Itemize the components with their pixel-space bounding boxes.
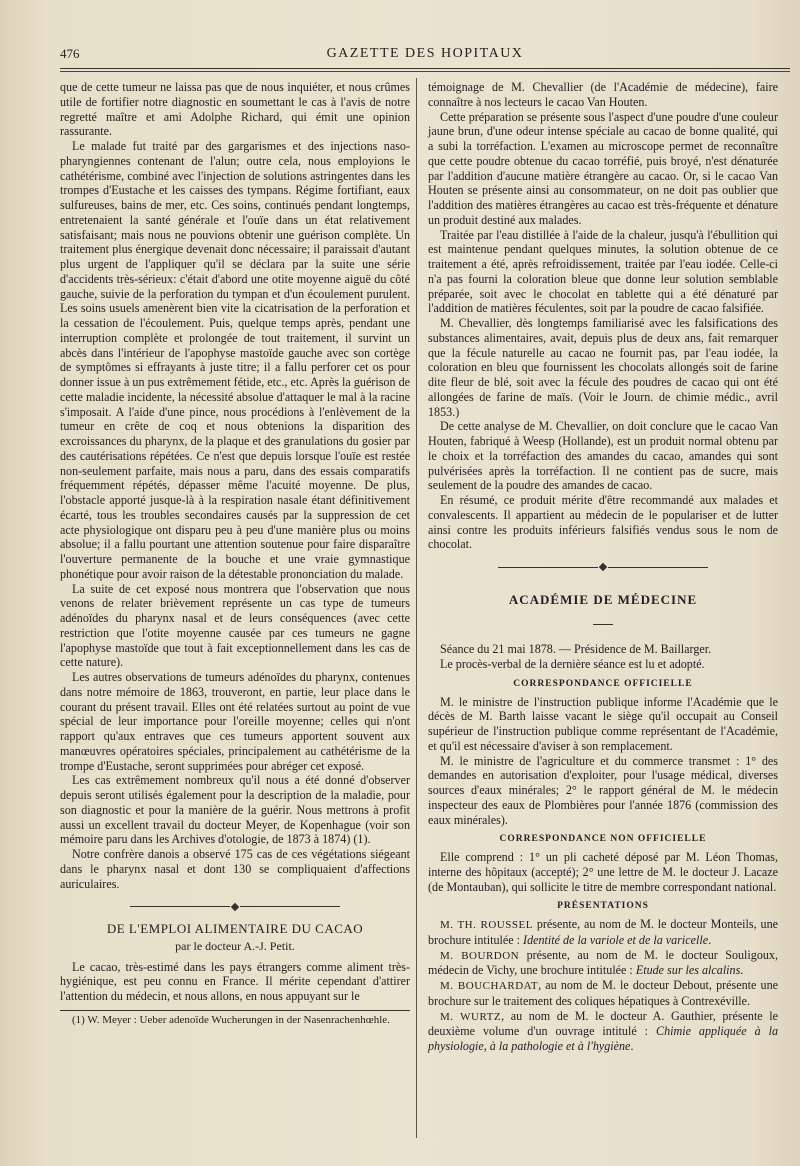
paragraph: M. Chevallier, dès longtemps familiarisé avec les falsifications des substances alimentaires, avait, depuis plus de deux ans, fait remarquer que la fécule naturelle au cacao ne fournit pas, par l'eau iodée, la coloration en bleu que fournissent les chocolats allongés soit de farine dite fleur de blé, soit avec la fécule des poudres de cacao qui ont été allongées de farine de maïs. (Voir le Journ. de chimie médic., avril 1853.) [428,316,778,419]
title-dash [428,614,778,629]
page-header [60,46,790,66]
paragraph: M. le ministre de l'instruction publique informe l'Académie que le décès de M. Barth laisse vacant le siège qu'il occupait au Conseil supérieur de l'instruction publique comme représentant de l'Académie, et qu'il est nécessaire d'aviser à son remplacement. [428,694,778,753]
article-byline: par le docteur A.-J. Petit. [175,938,295,953]
proces-verbal: Le procès-verbal de la dernière séance est lu et adopté. [440,657,705,671]
subhead-correspondance-non-officielle: CORRESPONDANCE NON OFFICIELLE [499,834,707,845]
paragraph: Elle comprend : 1° un pli cacheté déposé par M. Léon Thomas, interne des hôpitaux (accepté); 2° une lettre de M. le docteur J. Lacaze (de Montauban), qui sollicite le titre de membre correspondant national. [428,850,778,894]
presentation-item: M. BOUCHARDAT, au nom de M. le docteur Debout, présente une brochure sur le traitement des coliques hépatiques à Contrexéville. [428,978,778,1008]
article-paragraph: Le cacao, très-estimé dans les pays étrangers comme aliment très-hygiénique, est peu connu en France. Il mérite cependant d'attirer l'attention du médecin, et nous allons, en nous appuyant sur le [60,959,410,1003]
article-title: DE L'EMPLOI ALIMENTAIRE DU CACAO [106,921,364,936]
presentation-item: M. BOURDON présente, au nom de M. le docteur Souligoux, médecin de Vichy, une brochure intitulée : Etude sur les alcalins. [428,947,778,978]
presentation-item: M. TH. ROUSSEL présente, au nom de M. le docteur Monteils, une brochure intitulée : Identité de la variole et de la varicelle. [428,917,778,947]
paragraph: Traitée par l'eau distillée à l'aide de la chaleur, jusqu'à l'ébullition qui est maintenue pendant quelques minutes, la solution obtenue de ce traitement a été, après refroidissement, traitée par l'eau iodée. Celle-ci n'a pas fourni la coloration bleue que donne leur solution semblable préparée, soit avec le chocolat en tablette qui a été dénaturé par l'addition de matières féculentes, soit par la poudre de cacao falsifiée. [428,227,778,316]
left-column [60,80,410,1027]
paragraph: Cette préparation se présente sous l'aspect d'une poudre d'une couleur jaune brun, d'une odeur intense spéciale au cacao de bonne qualité, qui a subi la torréfaction. L'examen au microscope permet de reconnaître que cette poudre obtenue du cacao torréfié, puis broyé, n'est dénaturée par l'addition d'aucune matière étrangère au cacao. Or, si le cacao Van Houten se présente ainsi au consommateur, on ne doit pas oublier que l'addition des matières étrangères au cacao est très-fréquente et dénature un produit destiné aux malades. [428,109,778,227]
paragraph: De cette analyse de M. Chevallier, on doit conclure que le cacao Van Houten, fabriqué à Weesp (Hollande), est un produit normal obtenu par le choix et la torréfaction des amandes du cacao, amandes qui sont pulvérisées après la torréfaction. Il ne contient pas de sucre, mais seulement de la poudre des amandes de cacao. [428,419,778,493]
paragraph: La suite de cet exposé nous montrera que l'observation que nous venons de relater brièvement représente un cas type de tumeurs adénoïdes du pharynx nasal et de leurs conséquences (avec cette restriction que l'otite moyenne causée par ces tumeurs ne gagne l'apophyse mastoïde que tout à fait exceptionnellement dans les cas de cette nature). [60,581,410,670]
section-separator [428,560,778,575]
subhead-correspondance-officielle: CORRESPONDANCE OFFICIELLE [513,678,693,689]
header-rule [60,68,790,69]
paragraph: témoignage de M. Chevallier (de l'Académie de médecine), faire connaître à nos lecteurs le cacao Van Houten. [428,80,778,109]
paragraph: Les autres observations de tumeurs adénoïdes du pharynx, contenues dans notre mémoire de 1863, trouveront, en partie, leur place dans le courant du présent travail. Elles ont été relatées surtout au point de vue spécial de leur importance pour l'oreille moyenne; celles qui n'ont rapport qu'aux entraves que ces tumeurs apportent souvent aux manœuvres opératoires spéciales, principalement au cathétérisme de la trompe d'Eustache, seront supprimées pour abréger cet exposé. [60,670,410,773]
footnote-rule [60,1010,410,1011]
section-title: ACADÉMIE DE MÉDECINE [508,591,698,607]
presenter-name: M. WURTZ [440,1010,502,1023]
header-rule-thin [60,71,790,72]
page-number: 476 [60,46,80,61]
presentation-item: M. WURTZ, au nom de M. le docteur A. Gauthier, présente le deuxième volume d'un ouvrage intitulé : Chimie appliquée à la physiologie, à la pathologie et à l'hygiène. [428,1008,778,1053]
paragraph: M. le ministre de l'agriculture et du commerce transmet : 1° des demandes en autorisation d'exploiter, pour l'usage médical, diverses sources d'eaux minérales; 2° le rapport général de M. le médecin inspecteur des eaux de Plombières pour l'année 1876 (commission des eaux minérales). [428,753,778,827]
presenter-name: M. TH. ROUSSEL [440,919,533,931]
paragraph: Les cas extrêmement nombreux qu'il nous a été donné d'observer depuis seront utilisés également pour la description de la maladie, pour son diagnostic et pour la manière de la guérir. Nous mettrons à profit aussi un excellent travail du docteur Meyer, de Kopenhague (voir son mémoire paru dans les Archives d'otologie, de 1873 à 1874) (1). [60,773,410,847]
presenter-name: M. BOUCHARDAT [440,980,539,992]
section-separator [60,899,410,914]
column-divider [416,78,417,1138]
paragraph: Notre confrère danois a observé 175 cas de ces végétations siégeant dans le pharynx nasal et dont 130 se compliquaient d'affections auriculaires. [60,847,410,891]
journal-title: GAZETTE DES HOPITAUX [326,46,524,61]
seance-line: Séance du 21 mai 1878. — Présidence de M. Baillarger. [440,642,712,657]
footnote: (1) W. Meyer : Ueber adenoïde Wucherungen in der Nasenrachenhœhle. [72,1013,390,1026]
paragraph: Le malade fut traité par des gargarismes et des injections naso-pharyngiennes contenant de l'alun; outre cela, nous employions le cathétérisme, combiné avec l'injection de solutions astringentes dans les trompes d'Eustache et les caisses des tympans. Régime fortifiant, eaux sulfureuses, bains de mer, etc. Ces soins, continués pendant longtemps, entretenaient la santé générale et l'ouïe dans un état relativement satisfaisant; mais nous ne pouvions obtenir une guérison complète. Un traitement plus énergique devenait donc nécessaire; il paraissait d'autant plus urgent de l'appliquer qu'il se déclara par la suite une série d'accidents très-sérieux: c'était d'abord une otite moyenne aiguë du côté gauche, suivie de la perforation du tympan et d'un écoulement purulent. Les soins usuels amenèrent bien vite la cicatrisation de la perforation et la cessation de l'écoulement. Puis, quelque temps après, pendant une interruption complète et prolongée de tout traitement, il survint un abcès dans l'intérieur de l'apophyse mastoïde gauche avec son cortège de symptômes si effrayants à juste titre; il a fallu perforer cet os pour donner issue à un pus extrêmement fétide, etc., etc. Après la guérison de cette maladie incidente, la nécessité absolue d'attaquer le mal à la racine s'imposait. A l'aide d'une pince, nous procédions à l'enlèvement de la tumeur en crête de coq et nous obtenions la disparition des excroissances du pharynx, de la plaque et des granulations du gosier par des cautérisations répétées. Ce n'est que depuis lorsque l'ouïe est restée non-seulement parfaite, mais nous a paru, dans des essais comparatifs fréquemment répétés, dépasser même l'acuité moyenne. De plus, l'obstacle apporté jusque-là à la respiration nasale étant définitivement écarté, tous les troubles secondaires causés par la suppression de cet acte physiologique ont disparu peu à peu d'une manière plus ou moins absolue; il a fallu pourtant une attention soutenue pour faire disparaître l'ouverture permanente de la bouche et une vraie gymnastique phonétique pour avoir raison de la détestable prononciation du malade. [60,139,410,581]
paragraph: que de cette tumeur ne laissa pas que de nous inquiéter, et nous crûmes utile de fortifier notre diagnostic en soumettant le cas à l'avis de notre regretté maître et ami Adolphe Richard, qui émit une opinion rassurante. [60,80,410,139]
presenter-name: M. BOURDON [440,949,520,962]
paragraph: En résumé, ce produit mérite d'être recommandé aux malades et convalescents. Il appartient au médecin de le populariser et de lutter ainsi contre les produits inférieurs falsifiés vendus sous le nom de chocolat. [428,493,778,552]
right-column [428,80,778,1054]
subhead-presentations: PRÉSENTATIONS [557,901,649,912]
